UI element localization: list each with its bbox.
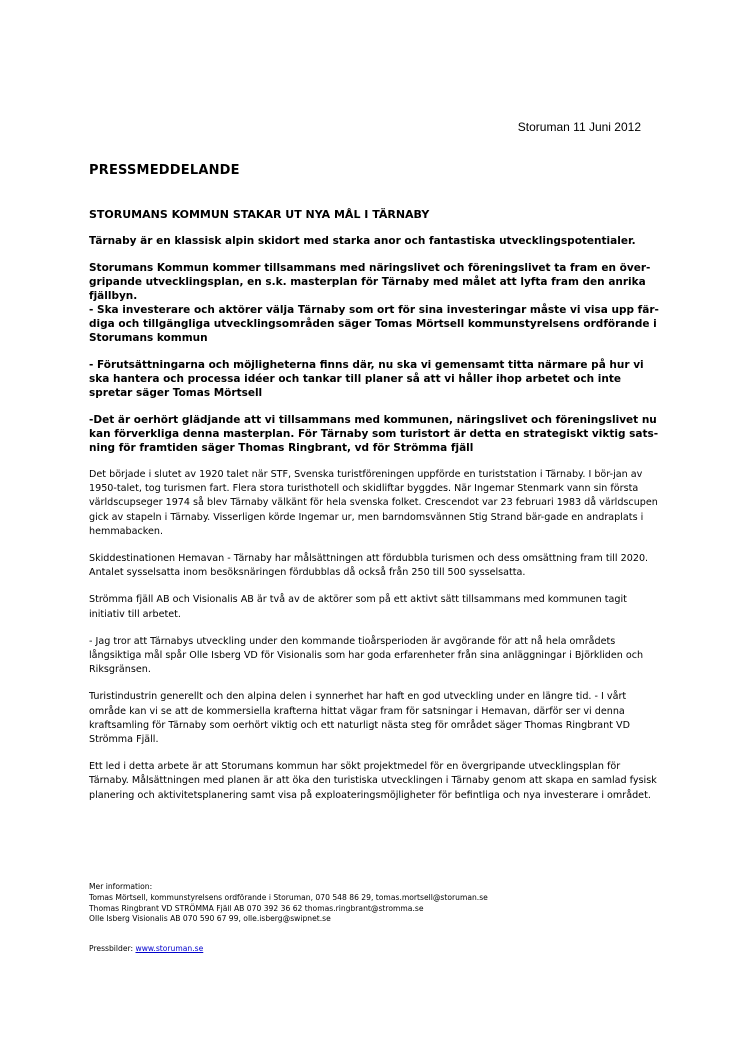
main-content: [89, 208, 659, 816]
headline: STORUMANS KOMMUN STAKAR UT NYA MÅL I TÄRNABY: [89, 208, 430, 221]
body-paragraph: Strömma fjäll AB och Visionalis AB är två av de aktörer som på ett aktivt sätt tillsammans med kommunen tagit initiativ till arbetet.: [89, 594, 627, 620]
contact-line: Thomas Ringbrant VD STRÖMMA Fjäll AB 070 392 36 62 thomas.ringbrant@stromma.se: [89, 903, 424, 913]
press-images: [89, 944, 203, 953]
body-paragraph: - Jag tror att Tärnabys utveckling under den kommande tioårsperioden är avgörande för att nå hela områdets långsiktiga mål spår Olle Isberg VD för Visionalis som har goda erfarenheter från sina anläggningar i Björkliden och Riksgränsen.: [89, 635, 644, 676]
contact-info: [89, 882, 689, 925]
press-images-label: Pressbilder:: [89, 944, 136, 953]
lead-quote: -Det är oerhört glädjande att vi tillsammans med kommunen, näringslivet och föreningslivet nu kan förverkliga denna masterplan. För Tärnaby som turistort är detta en strategiskt viktig sats-ning för framtiden säger Thomas Ringbrant, vd för Strömma fjäll: [89, 414, 659, 454]
lead-quote: - Förutsättningarna och möjligheterna finns där, nu ska vi gemensamt titta närmare på hur vi ska hantera och processa idéer och tankar till planer så att vi håller ihop arbetet och inte spretar säger Tomas Mörtsell: [89, 359, 644, 399]
lead-paragraph: Storumans Kommun kommer tillsammans med näringslivet och föreningslivet ta fram en över-gripande utvecklingsplan, en s.k. masterplan för Tärnaby med målet att lyfta fram den anrika fjällbyn.: [89, 262, 651, 302]
lead-paragraph: Tärnaby är en klassisk alpin skidort med starka anor och fantastiska utvecklingspotentialer.: [89, 235, 636, 247]
body-paragraph: Turistindustrin generellt och den alpina delen i synnerhet har haft en god utveckling under en längre tid. - I vårt område kan vi se att de kommersiella krafterna hittat vägar fram för satsningar i Hemavan, därför ser vi denna kraftsamling för Tärnaby som oerhört viktig och ett naturligt nästa steg för området säger Thomas Ringbrant VD Strömma Fjäll.: [89, 691, 630, 746]
press-images-link[interactable]: www.storuman.se: [135, 944, 204, 953]
body-paragraph: Skiddestinationen Hemavan - Tärnaby har målsättningen att fördubbla turismen och dess omsättning fram till 2020. Antalet sysselsatta inom besöksnäringen fördubblas då också från 250 till 500 sysselsatta.: [89, 553, 649, 579]
contact-line: Olle Isberg Visionalis AB 070 590 67 99, olle.isberg@swipnet.se: [89, 914, 331, 924]
date-line: Storuman 11 Juni 2012: [517, 120, 641, 134]
contact-line: Tomas Mörtsell, kommunstyrelsens ordförande i Storuman, 070 548 86 29, tomas.mortsell@storuman.se: [89, 892, 488, 902]
contact-heading: Mer information:: [89, 882, 153, 891]
body-paragraph: Ett led i detta arbete är att Storumans kommun har sökt projektmedel för en övergripande utvecklingsplan för Tärnaby. Målsättningen med planen är att öka den turistiska utvecklingen i Tärnaby genom att skapa en samlad fysisk planering och aktivitetsplanering samt visa på exploateringsmöjligheter för befintliga och nya investerare i området.: [89, 761, 657, 801]
document-type: PRESSMEDDELANDE: [89, 163, 240, 178]
body-paragraph: Det började i slutet av 1920 talet när STF, Svenska turistföreningen uppförde en turiststation i Tärnaby. I bör-jan av 1950-talet, tog turismen fart. Flera stora turisthotell och skidliftar byggdes. När Ingemar Stenmark vann sin första världscupseger 1974 så blev Tärnaby välkänt för hela svenska folket. Crescendot var 23 februari 1983 då världscupen gick av stapeln i Tärnaby. Visserligen körde Ingemar ur, men barndomsvännen Stig Strand bär-gade en andraplats i hemmabacken.: [89, 469, 658, 537]
lead-quote: - Ska investerare och aktörer välja Tärnaby som ort för sina investeringar måste vi visa upp fär-diga och tillgängliga utvecklingsområden säger Tomas Mörtsell kommunstyrelsens ordförande i Storumans kommun: [89, 304, 659, 344]
